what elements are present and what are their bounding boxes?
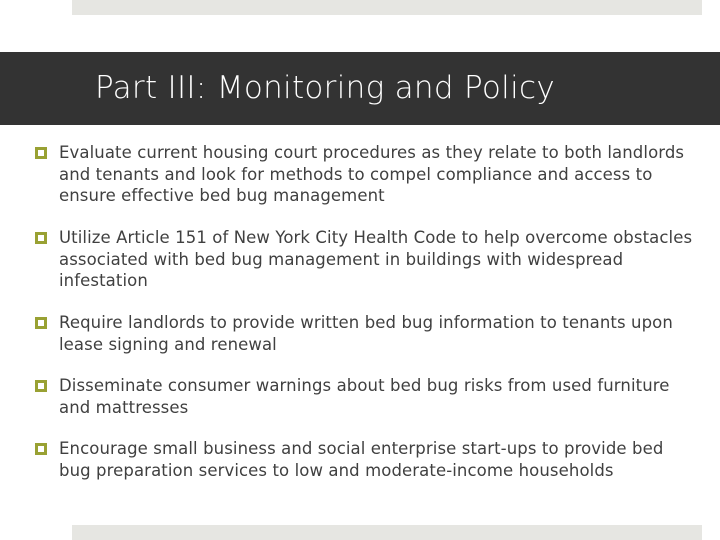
slide-title: Part III: Monitoring and Policy [95,70,555,106]
square-bullet-icon [35,147,47,159]
square-bullet-icon [35,443,47,455]
square-bullet-icon [35,380,47,392]
bullet-text: Utilize Article 151 of New York City Health Code to help overcome obstacles associated with bed bug management in buildings with widespread infestation [59,228,693,290]
bullet-text: Disseminate consumer warnings about bed bug risks from used furniture and mattresses [59,376,670,417]
bullet-text: Require landlords to provide written bed bug information to tenants upon lease signing and renewal [59,313,673,354]
bullet-text: Encourage small business and social enterprise start-ups to provide bed bug preparation services to low and moderate-income households [59,439,664,480]
bullet-text: Evaluate current housing court procedures as they relate to both landlords and tenants and look for methods to compel compliance and access to ensure effective bed bug management [59,143,685,205]
square-bullet-icon [35,232,47,244]
bottom-decorative-bar [72,525,702,540]
square-bullet-icon [35,317,47,329]
